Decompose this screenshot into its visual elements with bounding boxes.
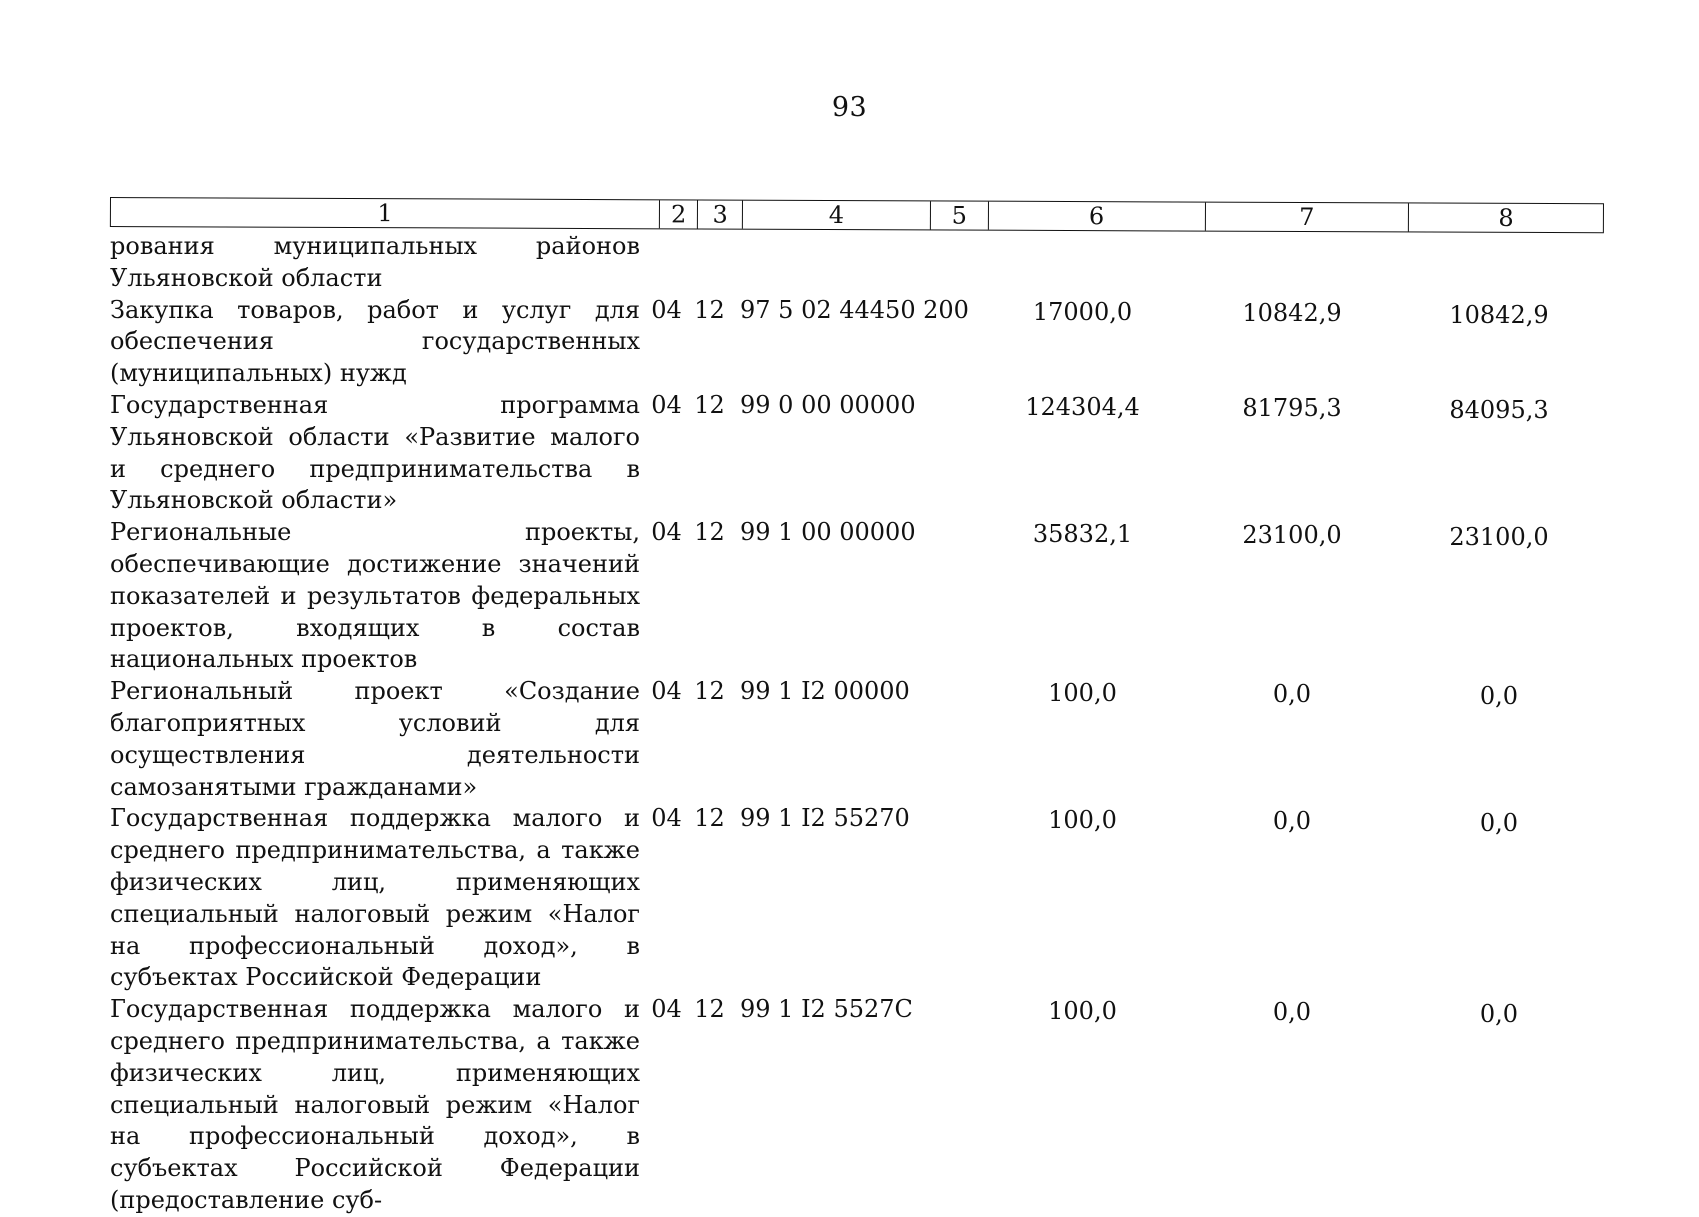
section-code: 04	[651, 677, 682, 706]
column-header-6: 6	[989, 202, 1206, 231]
amount-col-8: 84095,3	[1449, 395, 1549, 424]
subsection-code: 12	[694, 995, 725, 1024]
row-name: Государственная поддержка малого и среднего предпринимательства, а также физических лиц, применяющих специальный налоговый режим «Налог на профессиональный доход», в субъектах Российской Федерации (предоставление суб-	[110, 995, 640, 1214]
row-name: Государственная поддержка малого и среднего предпринимательства, а также физических лиц, применяющих специальный налоговый режим «Налог на профессиональный доход», в субъектах Российской Федерации	[110, 804, 640, 992]
section-code: 04	[651, 518, 682, 547]
subsection-code: 12	[694, 390, 725, 419]
row-name: Региональный проект «Создание благоприятных условий для осуществления деятельности самозанятыми гражданами»	[110, 677, 640, 801]
amount-col-7: 0,0	[1272, 680, 1312, 709]
amount-col-8: 23100,0	[1449, 523, 1549, 552]
page-number: 93	[831, 92, 868, 123]
amount-col-7: 81795,3	[1242, 393, 1342, 422]
section-code: 04	[651, 390, 682, 419]
row-name: Закупка товаров, работ и услуг для обеспечения государственных (муниципальных) нужд	[110, 295, 640, 388]
target-article-code: 99 1 I2 00000	[740, 677, 910, 706]
table-row	[110, 517, 1604, 676]
amount-col-6: 17000,0	[1032, 297, 1133, 326]
target-article-code: 99 1 I2 5527C	[740, 995, 913, 1024]
amount-col-7: 0,0	[1272, 807, 1312, 836]
amount-col-8: 10842,9	[1449, 300, 1549, 329]
column-header-3: 3	[698, 200, 743, 228]
column-header-8: 8	[1498, 203, 1514, 232]
column-header-7: 7	[1205, 203, 1409, 232]
target-article-code: 99 1 00 00000	[740, 518, 916, 547]
amount-col-6: 124304,4	[1025, 392, 1140, 421]
table-header	[110, 197, 1604, 233]
row-name: рования муниципальных районов Ульяновской области	[110, 232, 640, 292]
amount-col-6: 100,0	[1048, 679, 1117, 708]
table-body	[110, 231, 1604, 1217]
subsection-code: 12	[694, 518, 725, 547]
column-header-1: 1	[111, 198, 660, 228]
target-article-code: 99 1 I2 55270	[740, 804, 910, 833]
table-row	[110, 994, 1604, 1217]
row-name: Региональные проекты, обеспечивающие достижение значений показателей и результатов федеральных проектов, входящих в состав национальных проектов	[110, 518, 640, 674]
target-article-code: 97 5 02 44450	[740, 295, 916, 324]
subsection-code: 12	[694, 804, 725, 833]
column-header-4: 4	[743, 201, 931, 230]
subsection-code: 12	[694, 295, 725, 324]
amount-col-6: 100,0	[1048, 997, 1117, 1026]
column-header-5: 5	[931, 201, 989, 229]
amount-col-7: 10842,9	[1242, 298, 1342, 327]
row-name: Государственная программа Ульяновской области «Развитие малого и среднего предпринимательства в Ульяновской области»	[110, 390, 640, 515]
expense-type-code: 200	[923, 295, 969, 324]
amount-col-6: 100,0	[1048, 806, 1117, 835]
table-row	[110, 231, 1604, 295]
column-header-2: 2	[660, 200, 698, 228]
table-row	[110, 390, 1604, 517]
section-code: 04	[651, 995, 682, 1024]
amount-col-8: 0,0	[1479, 809, 1519, 838]
table-row	[110, 295, 1604, 390]
amount-col-7: 0,0	[1272, 998, 1312, 1027]
amount-col-8: 0,0	[1479, 682, 1519, 711]
table-row	[110, 803, 1604, 994]
amount-col-6: 35832,1	[1032, 520, 1133, 549]
amount-col-7: 23100,0	[1242, 521, 1342, 550]
target-article-code: 99 0 00 00000	[740, 390, 916, 419]
table-row	[110, 676, 1604, 803]
section-code: 04	[651, 295, 682, 324]
amount-col-8: 0,0	[1479, 1000, 1519, 1029]
subsection-code: 12	[694, 677, 725, 706]
section-code: 04	[651, 804, 682, 833]
